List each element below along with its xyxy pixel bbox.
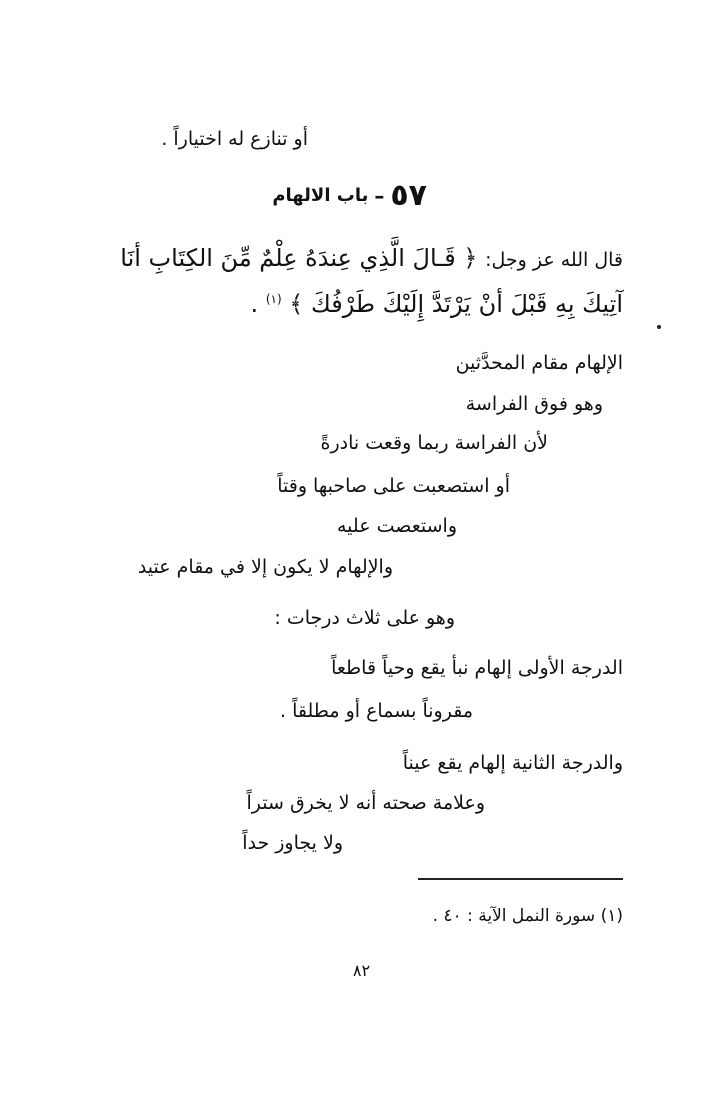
text-line: وهو على ثلاث درجات : (274, 607, 455, 629)
chapter-heading (272, 178, 427, 213)
text-line: الدرجة الأولى إلهام نبأ يقع وحياً قاطعاً (331, 657, 623, 679)
quote-end: . (250, 290, 259, 318)
margin-dot (657, 325, 661, 329)
quran-quote-line-2 (251, 290, 623, 318)
text-line: ولا يجاوز حداً (242, 832, 343, 854)
footnote-divider (418, 878, 623, 880)
quote-text-2: آتِيكَ بِهِ قَبْلَ أنْ يَرْتَدَّ إِلَيْكَ طَرْفُكَ ﴾ (289, 290, 623, 318)
text-line: وهو فوق الفراسة (465, 393, 603, 415)
heading-dash: – (374, 183, 385, 208)
text-line: والإلهام لا يكون إلا في مقام عتيد (137, 556, 393, 578)
text-line: واستعصت عليه (337, 515, 457, 537)
chapter-title: باب الالهام (272, 185, 369, 206)
text-line: الإلهام مقام المحدَّثين (455, 352, 623, 374)
quote-intro: قال الله عز وجل: (485, 249, 623, 271)
text-line: مقروناً بسماع أو مطلقاً . (280, 700, 473, 722)
quran-quote-line-1 (120, 244, 623, 272)
text-line: أو استصعبت على صاحبها وقتاً (277, 475, 510, 497)
footnote: (١) سورة النمل الآية : ٤٠ . (432, 906, 623, 926)
text-line: وعلامة صحته أنه لا يخرق ستراً (246, 792, 485, 814)
quote-text-1: ﴿ قَـالَ الَّذِي عِندَهُ عِلْمٌ مِّنَ الكِتَابِ أنَا (120, 244, 478, 272)
text-line: لأن الفراسة ربما وقعت نادرةً (320, 432, 548, 454)
chapter-number: ٥٧ (390, 178, 427, 213)
page-number: ٨٢ (352, 961, 371, 980)
footnote-reference: (١) (265, 292, 282, 306)
text-line: والدرجة الثانية إلهام يقع عيناً (402, 752, 623, 774)
continuation-line: أو تنازع له اختياراً . (161, 128, 308, 150)
